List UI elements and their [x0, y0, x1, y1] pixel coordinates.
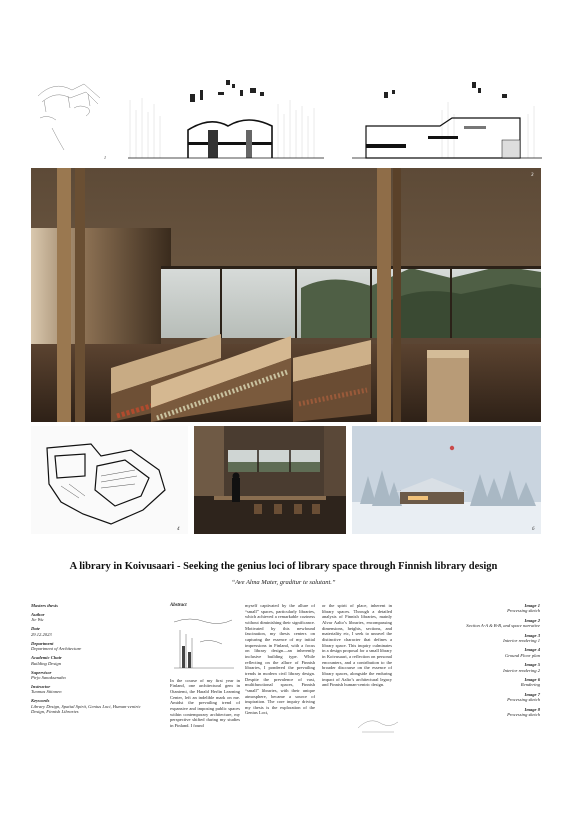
processing-sketch-1: [34, 78, 106, 158]
image-number-3: 3: [531, 173, 534, 178]
meta-value: 29.12.2023: [31, 631, 52, 637]
caption-number: Image 8: [524, 706, 540, 712]
image-number-1: 1: [104, 155, 106, 160]
section-a-a-drawing: [128, 70, 324, 160]
ground-floor-plan: [31, 426, 188, 534]
abstract-heading: Abstract: [170, 603, 187, 608]
meta-label: Date: [31, 626, 40, 632]
meta-value: Tuomas Siitonen: [31, 689, 62, 695]
caption-text: Rendering: [520, 682, 540, 688]
image-captions: [430, 603, 540, 718]
motto: “Ave Alma Mater, graditur te salutant.”: [231, 579, 336, 586]
meta-value: Library Design, Spatial Spirit, Genius Loci, Human-centric Design, Finnish Libraries: [31, 703, 141, 715]
meta-label: Author: [31, 612, 45, 617]
meta-label: Supervisor: [31, 669, 52, 675]
caption-number: Image 2: [524, 617, 540, 623]
abstract-column-1: [170, 603, 240, 729]
caption-text: Section A-A & B-B, and space narrative: [466, 623, 540, 629]
section-b-b-drawing: [352, 70, 542, 160]
thesis-title: A library in Koivusaari - Seeking the genius loci of library space through Finnish library design: [69, 561, 498, 572]
caption-number: Image 6: [524, 677, 540, 683]
caption-number: Image 1: [524, 603, 540, 608]
meta-value: Pirjo Sanaksenaho: [31, 675, 66, 681]
processing-sketch-8: [356, 708, 400, 736]
caption-number: Image 5: [524, 662, 540, 668]
thesis-metadata: [31, 603, 151, 715]
caption-text: Processing sketch: [507, 608, 540, 614]
caption-text: Ground Floor plan: [504, 652, 540, 658]
image-number-6: 6: [532, 527, 535, 532]
meta-label: Academic Chair: [31, 655, 62, 661]
caption-text: Interior rendering 1: [503, 638, 540, 644]
image-number-4: 4: [177, 527, 180, 532]
abstract-text-1: In the course of my first year in Finland, one architectural gem in Otaniemi, the Harald Herlin Learning Center, left an indelible mark on me. Amidst the prevailing trend of expansive and imposing public spaces within contemporary architecture, my perspective shifted during my studies in Finland. I found: [170, 677, 240, 728]
processing-sketch-7: [170, 612, 240, 674]
meta-label: Keywords: [31, 698, 50, 704]
exterior-rendering: [352, 426, 541, 534]
caption-text: Interior rendering 2: [503, 667, 540, 673]
meta-label: Masters thesis: [31, 603, 58, 608]
meta-label: Department: [31, 640, 54, 646]
caption-text: Processing sketch: [507, 697, 540, 703]
meta-label: Instructor: [31, 684, 51, 690]
abstract-column-3: or the spirit of place, inherent in library spaces. Through a detailed analysis of Finnish libraries, mainly Alvar Aalto’s libraries, encompassing dimensions, heights, sections, and materiality etc, I seek to unravel the distinctive character that defines a library space. This inquiry culminates in a design proposal for a small library in Koivusaari, a reflection on personal encounters, and a contribution to the broader discourse on the essence of library spaces, alongside the enduring impact of Aalto’s architectural legacy and Finnish human-centric design.: [322, 603, 392, 688]
caption-text: Processing sketch: [507, 712, 540, 718]
abstract-column-2: myself captivated by the allure of “small” spaces, particularly libraries, which achieved a remarkable coziness without diminishing their significance. Motivated by this newfound fascination, my thesis centers on capturing the essence of my initial impressions in Finland, with a focus on library design—an inherently inclusive building type. While reflecting on the allure of Finnish libraries, I pondered the prevailing trends in modern civil library design. Despite the prevalence of vast, multifunctional spaces, Finnish “small” libraries, with their unique atmosphere, became a source of inspiration. The core inquiry driving my thesis is the exploration of the Genius Loci,: [245, 603, 315, 716]
caption-number: Image 3: [524, 632, 540, 638]
meta-value: Jie Wu: [31, 617, 44, 623]
interior-rendering-2: [194, 426, 346, 534]
caption-number: Image 4: [524, 647, 540, 653]
meta-value: Department of Architecture: [31, 646, 82, 652]
meta-value: Building Design: [31, 660, 61, 666]
caption-number: Image 7: [524, 691, 540, 697]
interior-rendering-1: [31, 168, 541, 422]
